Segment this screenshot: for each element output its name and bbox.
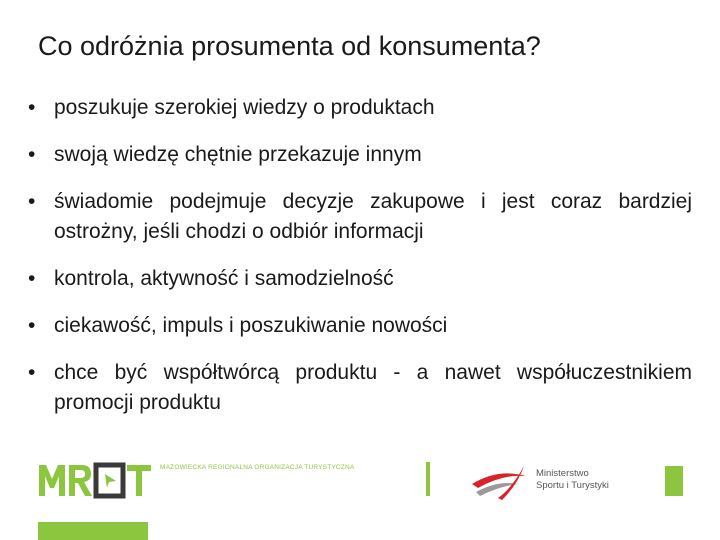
footer-logos [0, 450, 720, 540]
ministry-line-1: Ministerstwo [536, 468, 589, 479]
bullet-text: świadomie podejmuje decyzje zakupowe i jest coraz bardziej ostrożny, jeśli chodzi o odbiór informacji [54, 190, 692, 243]
bullet-item [28, 311, 692, 341]
bullet-text: ciekawość, impuls i poszukiwanie nowości [54, 314, 448, 337]
mrot-tagline: MAZOWIECKA REGIONALNA ORGANIZACJA TURYSTYCZNA [160, 464, 355, 471]
bullet-dot-icon: • [28, 314, 36, 337]
bullet-text: kontrola, aktywność i samodzielność [54, 267, 394, 290]
bullet-item [28, 93, 692, 123]
separator-bar [426, 462, 430, 496]
bullet-dot-icon: • [28, 361, 36, 384]
ministry-name [536, 468, 609, 492]
ministry-line-2: Sportu i Turystyki [536, 480, 609, 491]
green-accent-bar [38, 522, 148, 540]
bullet-text: poszukuje szerokiej wiedzy o produktach [54, 96, 435, 119]
bullet-list [28, 93, 692, 435]
bullet-dot-icon: • [28, 190, 36, 213]
bullet-item [28, 264, 692, 294]
bullet-item [28, 140, 692, 170]
bullet-dot-icon: • [28, 96, 36, 119]
mrot-logo-icon [37, 461, 153, 499]
bullet-text: swoją wiedzę chętnie przekazuje innym [54, 143, 422, 166]
bullet-text: chce być współtwórcą produktu - a nawet współuczestnikiem promocji produktu [54, 361, 692, 414]
bullet-item [28, 187, 692, 247]
bullet-item [28, 358, 692, 418]
bullet-dot-icon: • [28, 267, 36, 290]
green-accent-block [665, 466, 683, 496]
ministry-swoosh-icon [468, 462, 532, 502]
bullet-dot-icon: • [28, 143, 36, 166]
slide-title: Co odróżnia prosumenta od konsumenta? [38, 31, 541, 61]
